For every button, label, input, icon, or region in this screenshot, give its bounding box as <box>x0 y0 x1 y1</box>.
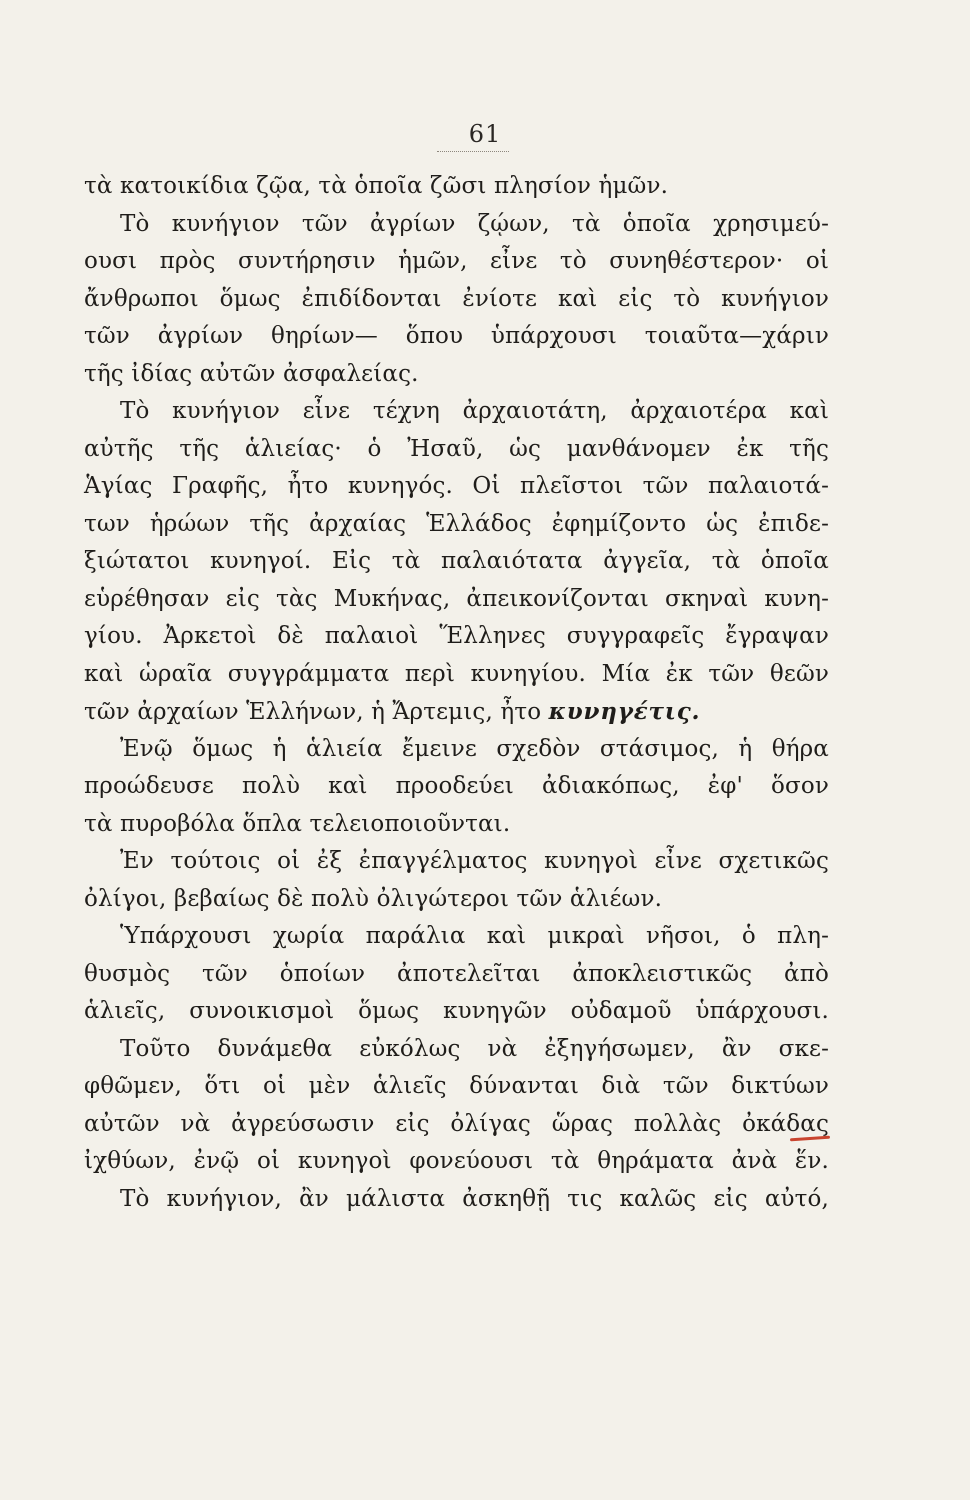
text-line-content: αὐτῶν νὰ ἀγρεύσωσιν εἰς ὀλίγας ὥρας πολλὰς ὀκάδας <box>84 1110 829 1137</box>
text-line: αὐτῆς τῆς ἁλιείας· ὁ Ἠσαῦ, ὡς μανθάνομεν ἐκ τῆς <box>84 435 829 462</box>
emphasized-word: κυνηγέτις. <box>548 698 701 725</box>
page-number: 61 <box>468 120 502 148</box>
text-line-segment: τῶν ἀρχαίων Ἑλλήνων, ἡ Ἄρτεμις, ἦτο <box>84 699 542 725</box>
text-line: εὑρέθησαν εἰς τὰς Μυκήνας, ἀπεικονίζονται σκηναὶ κυνη- <box>84 585 829 612</box>
text-line-marked <box>84 1106 829 1144</box>
text-line: καὶ ὡραῖα συγγράμματα περὶ κυνηγίου. Μία ἐκ τῶν θεῶν <box>84 660 829 687</box>
page-number-divider <box>437 151 509 152</box>
text-line: ξιώτατοι κυνηγοί. Εἰς τὰ παλαιότατα ἀγγεῖα, τὰ ὁποῖα <box>84 548 829 574</box>
text-line: τῶν ἀγρίων θηρίων— ὅπου ὑπάρχουσι τοιαῦτα—χάριν <box>84 323 829 349</box>
text-line: ουσι πρὸς συντήρησιν ἡμῶν, εἶνε τὸ συνηθέστερον· οἱ <box>84 248 829 274</box>
text-line: Ὑπάρχουσι χωρία παράλια καὶ μικραὶ νῆσοι, ὁ πλη- <box>120 923 829 949</box>
text-line: τὰ κατοικίδια ζῷα, τὰ ὁποῖα ζῶσι πλησίον ἡμῶν. <box>84 173 669 199</box>
text-line: των ἡρώων τῆς ἀρχαίας Ἑλλάδος ἐφημίζοντο ὡς ἐπιδε- <box>84 510 829 537</box>
text-line: ἰχθύων, ἐνῷ οἱ κυνηγοὶ φονεύουσι τὰ θηράματα ἀνὰ ἕν. <box>84 1148 829 1174</box>
text-line: Ἐν τούτοις οἱ ἐξ ἐπαγγέλματος κυνηγοὶ εἶνε σχετικῶς <box>120 848 829 874</box>
text-line: τῆς ἰδίας αὐτῶν ἀσφαλείας. <box>84 360 419 387</box>
text-line-with-emphasis <box>84 693 829 731</box>
text-line: Τὸ κυνήγιον τῶν ἀγρίων ζῴων, τὰ ὁποῖα χρησιμεύ- <box>120 210 829 237</box>
text-line: Ἁγίας Γραφῆς, ἦτο κυνηγός. Οἱ πλεῖστοι τῶν παλαιοτά- <box>84 473 829 499</box>
body-text <box>84 168 829 1218</box>
text-line: φθῶμεν, ὅτι οἱ μὲν ἁλιεῖς δύνανται διὰ τῶν δικτύων <box>84 1073 829 1099</box>
text-line: Τὸ κυνήγιον εἶνε τέχνη ἀρχαιοτάτη, ἀρχαιοτέρα καὶ <box>120 398 829 424</box>
text-line: τὰ πυροβόλα ὅπλα τελειοποιοῦνται. <box>84 810 511 837</box>
text-line: γίου. Ἀρκετοὶ δὲ παλαιοὶ Ἕλληνες συγγραφεῖς ἔγραψαν <box>84 623 829 649</box>
text-line: Τοῦτο δυνάμεθα εὐκόλως νὰ ἐξηγήσωμεν, ἂν σκε- <box>120 1035 829 1062</box>
text-line: ἄνθρωποι ὅμως ἐπιδίδονται ἐνίοτε καὶ εἰς τὸ κυνήγιον <box>84 285 829 312</box>
text-line: Τὸ κυνήγιον, ἂν μάλιστα ἀσκηθῇ τις καλῶς εἰς αὐτό, <box>120 1185 829 1212</box>
text-line: θυσμὸς τῶν ὁποίων ἀποτελεῖται ἀποκλειστικῶς ἀπὸ <box>84 960 829 987</box>
text-line: προώδευσε πολὺ καὶ προοδεύει ἀδιακόπως, ἐφ' ὅσον <box>84 773 829 799</box>
text-line: Ἐνῷ ὅμως ἡ ἁλιεία ἔμεινε σχεδὸν στάσιμος, ἡ θήρα <box>120 735 829 762</box>
text-line: ἁλιεῖς, συνοικισμοὶ ὅμως κυνηγῶν οὐδαμοῦ ὑπάρχουσι. <box>84 998 829 1024</box>
text-line: ὀλίγοι, βεβαίως δὲ πολὺ ὀλιγώτεροι τῶν ἁλιέων. <box>84 885 663 912</box>
